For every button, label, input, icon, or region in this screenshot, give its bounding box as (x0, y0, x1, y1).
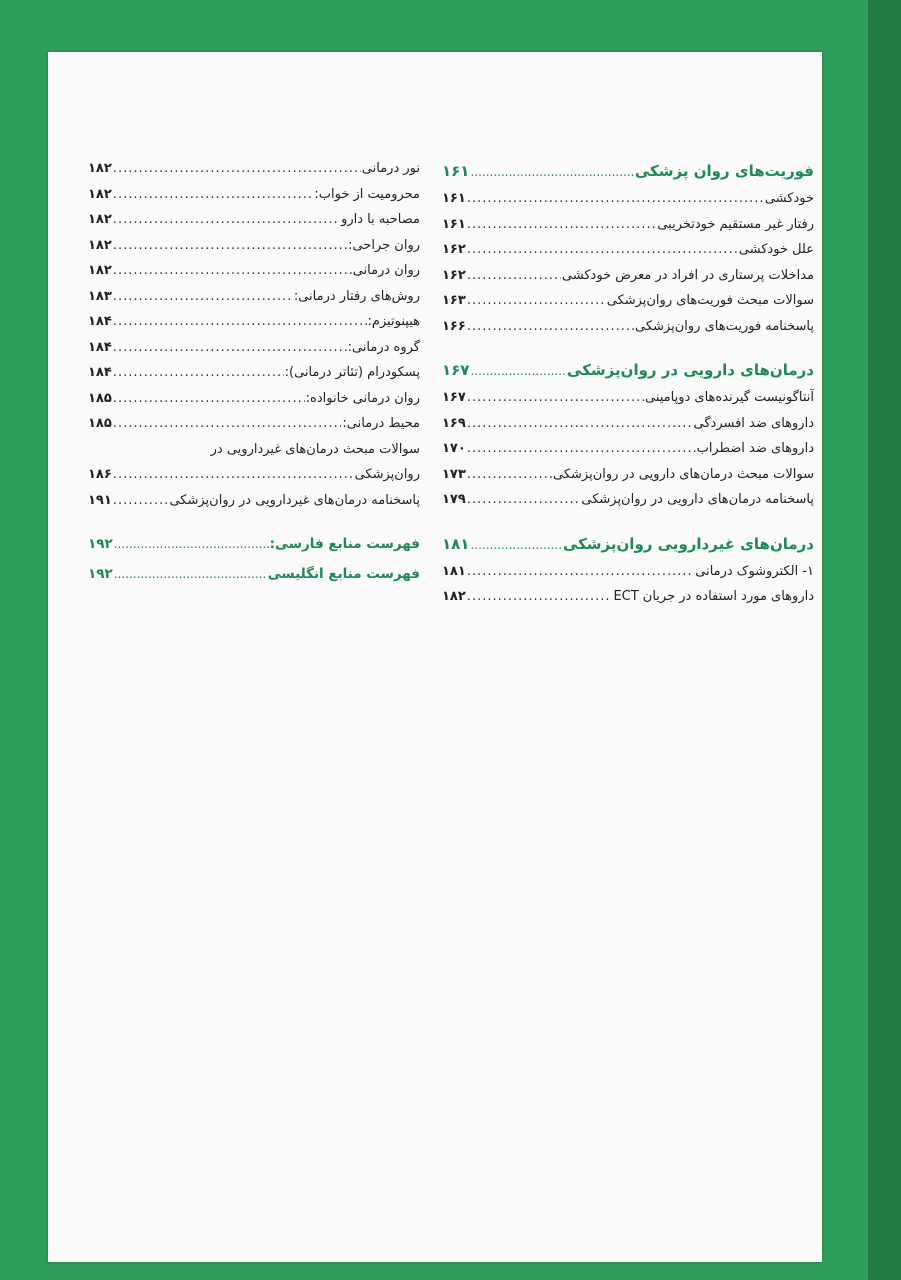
toc-page-number: ۱۹۱ (88, 492, 112, 508)
toc-page-number: ۱۸۲ (88, 186, 112, 202)
toc-entry-title: داروهای ضد افسردگی (693, 415, 814, 431)
leader-dots (113, 309, 367, 335)
toc-page-number: ۱۶۷ (442, 390, 466, 405)
leader-dots (470, 157, 633, 187)
toc-page-number: ۱۶۲ (442, 242, 466, 257)
toc-page-number: ۱۸۴ (88, 339, 112, 355)
toc-page-number: ۱۸۱ (442, 563, 466, 579)
leader-dots (467, 559, 694, 585)
toc-entry[interactable] (442, 436, 814, 462)
toc-entry[interactable] (442, 237, 814, 263)
toc-entry[interactable] (442, 314, 814, 340)
toc-section-title: درمان‌های غیردارویی روان‌پزشکی (562, 534, 814, 553)
toc-entry-title: رفتار غیر مستقیم خودتخریبی (657, 216, 814, 232)
toc-page-number: ۱۸۲ (88, 212, 112, 227)
toc-section-title: فوریت‌های روان پزشکی (634, 162, 814, 180)
toc-entry-title: سوالات مبحث فوریت‌های روان‌پزشکی (606, 293, 814, 308)
toc-entry-title: داروهای ضد اضطراب (696, 441, 814, 456)
leader-dots (114, 529, 269, 559)
leader-dots (113, 462, 354, 488)
toc-entry[interactable] (442, 212, 814, 238)
toc-page-number: ۱۸۳ (88, 288, 112, 304)
leader-dots (470, 356, 566, 386)
leader-dots (467, 436, 696, 462)
leader-dots (113, 411, 342, 437)
toc-entry-title: خودکشی (764, 191, 814, 206)
toc-page-number: ۱۶۱ (442, 216, 466, 232)
leader-dots (113, 233, 347, 259)
toc-entry[interactable] (88, 207, 420, 233)
toc-entry-title: روان درمانی خانواده: (305, 390, 420, 406)
toc-entry-title: محرومیت از خواب: (314, 186, 420, 202)
leader-dots (113, 284, 293, 310)
toc-entry-title: هیپنوتیزم: (367, 314, 420, 329)
toc-entry[interactable] (442, 411, 814, 437)
toc-entry-title: روش‌های رفتار درمانی: (293, 288, 420, 304)
toc-entry-title: روان‌پزشکی (354, 467, 420, 482)
toc-page-number: ۱۸۲ (88, 263, 112, 278)
leader-dots (467, 411, 693, 437)
toc-left-column (88, 156, 420, 589)
toc-entry[interactable] (88, 284, 420, 310)
leader-dots (113, 335, 347, 361)
toc-page-number: ۱۹۲ (88, 566, 113, 582)
toc-entry-title: نور درمانی (361, 161, 420, 176)
toc-entry-line1: سوالات مبحث درمان‌های غیردارویی در (210, 441, 420, 457)
toc-page-number: ۱۸۴ (88, 314, 112, 329)
toc-page-number: ۱۶۶ (442, 318, 466, 334)
section-gap (88, 513, 420, 529)
toc-page-number: ۱۸۲ (88, 161, 112, 176)
leader-dots (467, 462, 552, 488)
toc-entry[interactable] (88, 258, 420, 284)
toc-entry[interactable] (442, 559, 814, 585)
toc-section-heading[interactable] (442, 156, 814, 186)
leader-dots (113, 360, 284, 386)
toc-entry-title: روان جراحی: (348, 237, 420, 253)
toc-page-number: ۱۹۲ (88, 536, 113, 552)
toc-entry[interactable] (442, 385, 814, 411)
toc-entry-title: گروه درمانی: (347, 339, 420, 355)
toc-page-number: ۱۷۳ (442, 466, 466, 482)
toc-entry-title: ۱- الکتروشوک درمانی (695, 563, 814, 579)
toc-entry-title: علل خودکشی (738, 242, 814, 257)
toc-entry[interactable] (88, 182, 420, 208)
leader-dots (467, 314, 634, 340)
leader-dots (467, 288, 606, 314)
leader-dots (113, 488, 169, 514)
toc-right-column (442, 156, 814, 610)
toc-entry[interactable] (442, 288, 814, 314)
toc-section-heading[interactable] (442, 529, 814, 559)
toc-entry[interactable] (442, 186, 814, 212)
toc-page-number: ۱۷۰ (442, 441, 466, 456)
toc-section-title: فهرست منابع فارسی: (269, 536, 420, 552)
book-cover-edge (868, 0, 901, 1280)
toc-entry[interactable] (442, 263, 814, 289)
toc-page-number: ۱۸۵ (88, 416, 112, 431)
leader-dots (114, 559, 267, 589)
toc-entry[interactable] (442, 487, 814, 513)
leader-dots (467, 237, 738, 263)
toc-page (48, 52, 822, 1262)
toc-section-heading[interactable] (442, 355, 814, 385)
toc-page-number: ۱۸۶ (88, 467, 112, 482)
toc-entry[interactable] (88, 386, 420, 412)
toc-entry-title: آنتاگونیست گیرنده‌های دوپامینی (644, 390, 814, 405)
toc-page-number: ۱۸۲ (442, 589, 466, 604)
leader-dots (113, 182, 314, 208)
leader-dots (470, 530, 561, 560)
section-gap (442, 513, 814, 529)
leader-dots (467, 263, 561, 289)
toc-entry-title: سوالات مبحث درمان‌های دارویی در روان‌پزشکی (553, 466, 814, 482)
leader-dots (113, 258, 352, 284)
toc-entry-title: داروهای مورد استفاده در جریان ECT (613, 589, 814, 604)
toc-entry-title: پاسخنامه درمان‌های غیردارویی در روان‌پزشکی (169, 492, 420, 508)
toc-page-number: ۱۸۱ (442, 534, 470, 553)
toc-entry[interactable] (88, 309, 420, 335)
leader-dots (467, 186, 764, 212)
toc-page-number: ۱۷۹ (442, 492, 466, 507)
toc-entry[interactable] (88, 335, 420, 361)
toc-page-number: ۱۸۴ (88, 365, 112, 380)
toc-entry-title: محیط درمانی: (342, 416, 420, 431)
toc-section-heading[interactable] (88, 559, 420, 589)
toc-section-title: فهرست منابع انگلیسی (267, 566, 420, 582)
toc-entry-title: روان درمانی (352, 263, 420, 278)
section-gap (442, 339, 814, 355)
toc-entry[interactable] (88, 233, 420, 259)
toc-entry[interactable] (88, 411, 420, 437)
toc-page-number: ۱۶۹ (442, 415, 466, 431)
toc-entry[interactable] (88, 156, 420, 182)
toc-page-number: ۱۶۱ (442, 191, 466, 206)
toc-entry-title: پسکودرام (تئاتر درمانی): (284, 365, 420, 380)
toc-entry[interactable] (442, 462, 814, 488)
leader-dots (113, 156, 361, 182)
toc-section-heading[interactable] (88, 529, 420, 559)
toc-entry-title: مداخلات پرستاری در افراد در معرض خودکشی (561, 267, 814, 283)
toc-entry[interactable] (88, 437, 420, 488)
toc-entry-title: مصاحبه با دارو (341, 212, 420, 227)
toc-entry[interactable] (88, 488, 420, 514)
leader-dots (467, 212, 657, 238)
toc-page-number: ۱۶۱ (442, 162, 470, 180)
toc-page-number: ۱۶۲ (442, 267, 466, 283)
toc-entry-title: پاسخنامه درمان‌های دارویی در روان‌پزشکی (581, 492, 814, 507)
toc-entry[interactable] (88, 360, 420, 386)
toc-entry-title: پاسخنامه فوریت‌های روان‌پزشکی (635, 318, 814, 334)
toc-page-number: ۱۸۵ (88, 390, 112, 406)
leader-dots (113, 207, 340, 233)
leader-dots (467, 487, 581, 513)
toc-section-title: درمان‌های دارویی در روان‌پزشکی (567, 361, 814, 379)
toc-page-number: ۱۶۳ (442, 293, 466, 308)
toc-page-number: ۱۶۷ (442, 361, 470, 379)
toc-entry[interactable] (442, 584, 814, 610)
leader-dots (467, 385, 644, 411)
leader-dots (113, 386, 305, 412)
toc-page-number: ۱۸۲ (88, 237, 112, 253)
toc-entry-line2 (88, 462, 420, 488)
leader-dots (467, 584, 613, 610)
